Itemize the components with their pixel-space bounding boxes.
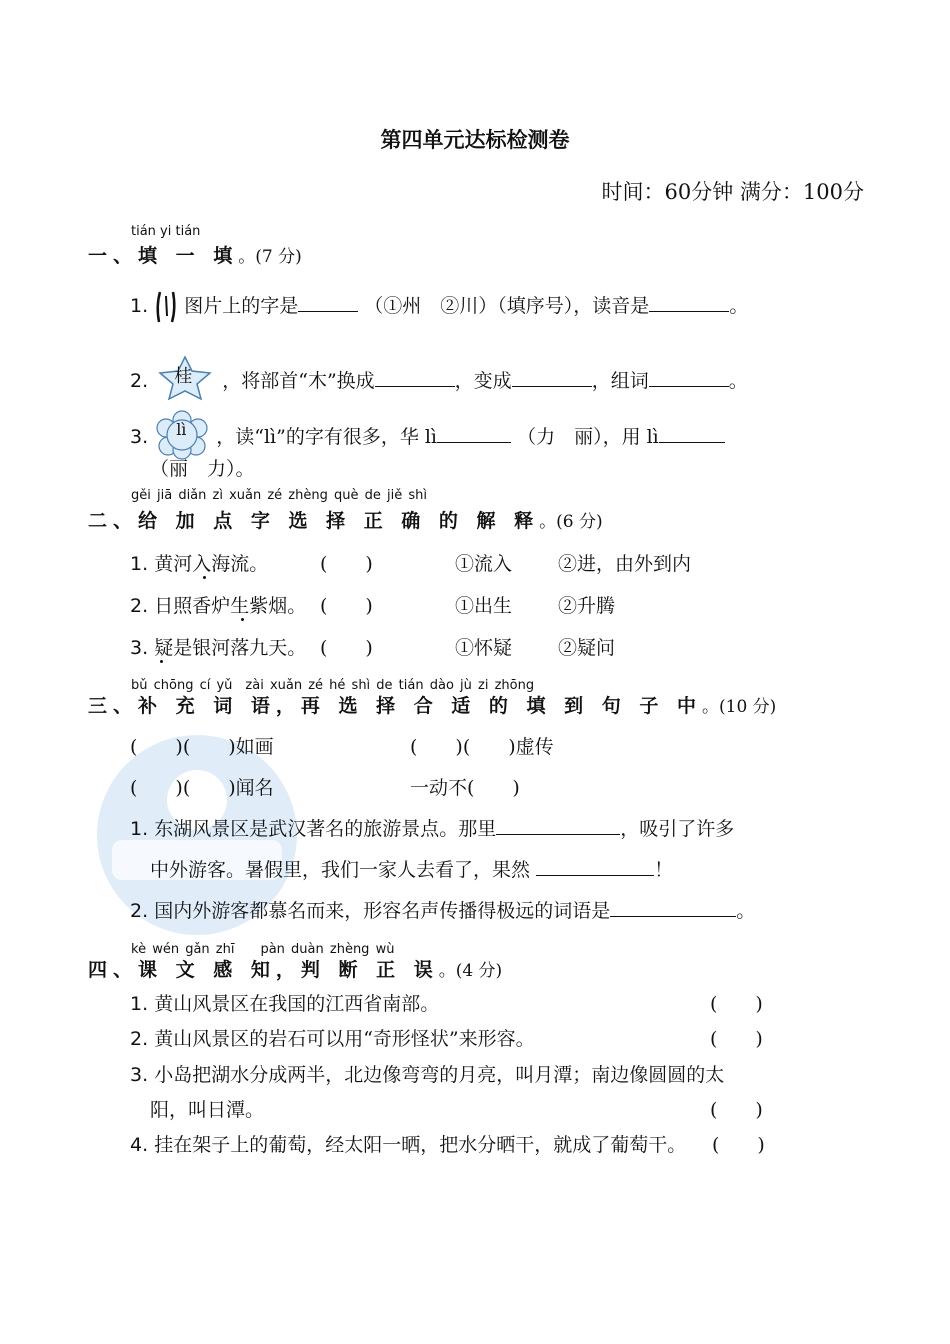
s2-row-1-number: 1. [130, 553, 149, 575]
s2-row-1-option-2: ②进，由外到内 [558, 553, 692, 575]
s3-q1-text-c: 中外游客。暑假里，我们一家人去看了，果然 [150, 859, 531, 881]
s4-row-2 [130, 1024, 535, 1051]
s3-q1-blank-1[interactable] [496, 816, 620, 835]
s4-row-4-number: 4. [130, 1134, 149, 1156]
s2-row-1-answer[interactable]: ( ) [320, 553, 373, 575]
s1-q2-blank-1[interactable] [375, 368, 455, 387]
s4-row-1-answer[interactable]: ( ) [710, 993, 763, 1015]
river-glyph-icon [154, 290, 178, 324]
s1-q3-continuation: （丽 力）。 [150, 458, 255, 480]
s3-q1-blank-2[interactable] [536, 857, 654, 876]
s4-row-2-number: 2. [130, 1028, 149, 1050]
s1-q1-blank-2[interactable] [649, 293, 729, 312]
emphasis-dot [241, 618, 244, 621]
section-2-heading [88, 506, 603, 533]
s4-row-3-number: 3. [130, 1064, 149, 1086]
s1-q1-end: 。 [729, 295, 749, 317]
section-3-score: 。(10 分) [702, 697, 777, 717]
section-1-score: 。(7 分) [238, 247, 302, 267]
s1-question-1 [130, 290, 748, 324]
s2-row-2-option-1: ①出生 [455, 595, 513, 617]
s1-q2-number: 2. [130, 370, 149, 392]
s2-row-1-option-1: ①流入 [455, 553, 513, 575]
s3-idiom-2[interactable]: ( )( )虚传 [410, 736, 554, 758]
s2-row-3-text: 疑是银河落九天。 [154, 637, 307, 659]
s2-row-1-text: 黄河入海流。 [154, 553, 269, 575]
s1-q2-text-c: ，组词 [591, 370, 649, 392]
s1-q2-text-b: ，变成 [454, 370, 512, 392]
section-4-heading [88, 955, 502, 982]
s4-row-2-text: 黄山风景区的岩石可以用“奇形怪状”来形容。 [154, 1028, 535, 1050]
s2-row-2-option-2: ②升腾 [558, 595, 616, 617]
emphasis-dot [160, 660, 163, 663]
s2-row-3-option-1: ①怀疑 [455, 637, 513, 659]
s3-idiom-1[interactable]: ( )( )如画 [130, 736, 274, 758]
section-1-pinyin: tián yi tián [131, 224, 201, 239]
s2-row-3-option-2: ②疑问 [558, 637, 616, 659]
s4-row-3-answer[interactable]: ( ) [710, 1099, 763, 1121]
s3-q1-text-b: ，吸引了许多 [620, 818, 735, 840]
s3-q2-number: 2. [130, 900, 149, 922]
s1-q1-text-a: 图片上的字是 [184, 295, 299, 317]
section-1-title: 一、填 一 填 [88, 245, 239, 267]
s1-q1-number: 1. [130, 295, 149, 317]
s2-row-2-text: 日照香炉生紫烟。 [154, 595, 307, 617]
section-3-pinyin: bǔ chōng cí yǔ zài xuǎn zé hé shì de tián dào jù zi zhōng [131, 678, 535, 693]
s4-row-1-text: 黄山风景区在我国的江西省南部。 [154, 993, 440, 1015]
page-title: 第四单元达标检测卷 [380, 127, 570, 152]
s1-q3-number: 3. [130, 426, 149, 448]
s1-q2-text: ，将部首“木”换成 [222, 370, 375, 392]
s4-row-4 [130, 1130, 686, 1157]
s1-q3-text: ，读“lì”的字有很多，华 lì [216, 426, 438, 448]
s3-q1-text-a: 东湖风景区是武汉著名的旅游景点。那里 [154, 818, 497, 840]
s1-question-2 [130, 360, 748, 404]
emphasis-dot [203, 576, 206, 579]
s3-question-1 [130, 814, 734, 841]
section-4-score: 。(4 分) [438, 961, 503, 981]
s1-q1-text-b: （①州 ②川）（填序号），读音是 [364, 295, 650, 317]
section-1-heading [88, 241, 302, 268]
s4-row-2-answer[interactable]: ( ) [710, 1028, 763, 1050]
s3-q1-end: ！ [654, 859, 674, 881]
s1-q1-blank-1[interactable] [298, 293, 358, 312]
s4-row-3-text-cont: 阳，叫日潭。 [150, 1099, 265, 1121]
section-4-title: 四、课 文 感 知，判 断 正 误 [88, 959, 439, 981]
section-2-pinyin: gěi jiā diǎn zì xuǎn zé zhèng què de jiě shì [131, 488, 427, 503]
s3-question-1-cont [150, 855, 673, 882]
s3-question-2 [130, 896, 755, 923]
s4-row-4-text: 挂在架子上的葡萄，经太阳一晒，把水分晒干，就成了葡萄干。 [154, 1134, 687, 1156]
s2-row-2-answer[interactable]: ( ) [320, 595, 373, 617]
star-character: 桂 [174, 366, 193, 387]
s4-row-4-answer[interactable]: ( ) [712, 1134, 765, 1156]
s1-q2-blank-3[interactable] [649, 368, 729, 387]
section-2-title: 二、给 加 点 字 选 择 正 确 的 解 释 [88, 510, 540, 532]
section-2-score: 。(6 分) [539, 512, 603, 532]
s1-q3-text-b: （力 丽），用 lì [517, 426, 659, 448]
s4-row-1-number: 1. [130, 993, 149, 1015]
section-3-heading [88, 691, 776, 718]
flower-pinyin: lì [176, 420, 187, 439]
s1-q2-blank-2[interactable] [512, 368, 592, 387]
s3-q2-blank[interactable] [610, 898, 736, 917]
s2-row-2 [130, 591, 306, 618]
star-icon [154, 360, 216, 404]
s2-row-3 [130, 633, 306, 660]
s4-row-3 [130, 1060, 724, 1087]
section-3-title: 三、补 充 词 语，再 选 择 合 适 的 填 到 句 子 中 [88, 695, 702, 717]
s3-q2-end: 。 [736, 900, 756, 922]
s2-row-1 [130, 549, 268, 576]
s1-q3-blank-2[interactable] [659, 424, 725, 443]
s3-idiom-3[interactable]: ( )( )闻名 [130, 777, 274, 799]
s2-row-3-number: 3. [130, 637, 149, 659]
s4-row-1 [130, 989, 439, 1016]
s2-row-2-number: 2. [130, 595, 149, 617]
s3-q2-text: 国内外游客都慕名而来，形容名声传播得极远的词语是 [154, 900, 611, 922]
s2-row-3-answer[interactable]: ( ) [320, 637, 373, 659]
s3-idiom-4[interactable]: 一动不( ) [410, 777, 520, 799]
s4-row-3-text: 小岛把湖水分成两半，北边像弯弯的月亮，叫月潭；南边像圆圆的太 [154, 1064, 725, 1086]
s1-q3-blank-1[interactable] [437, 424, 511, 443]
s1-q2-end: 。 [728, 370, 748, 392]
s3-q1-number: 1. [130, 818, 149, 840]
exam-time-score: 时间：60分钟 满分：100分 [601, 180, 864, 204]
section-4-pinyin: kè wén gǎn zhī pàn duàn zhèng wù [131, 942, 395, 957]
